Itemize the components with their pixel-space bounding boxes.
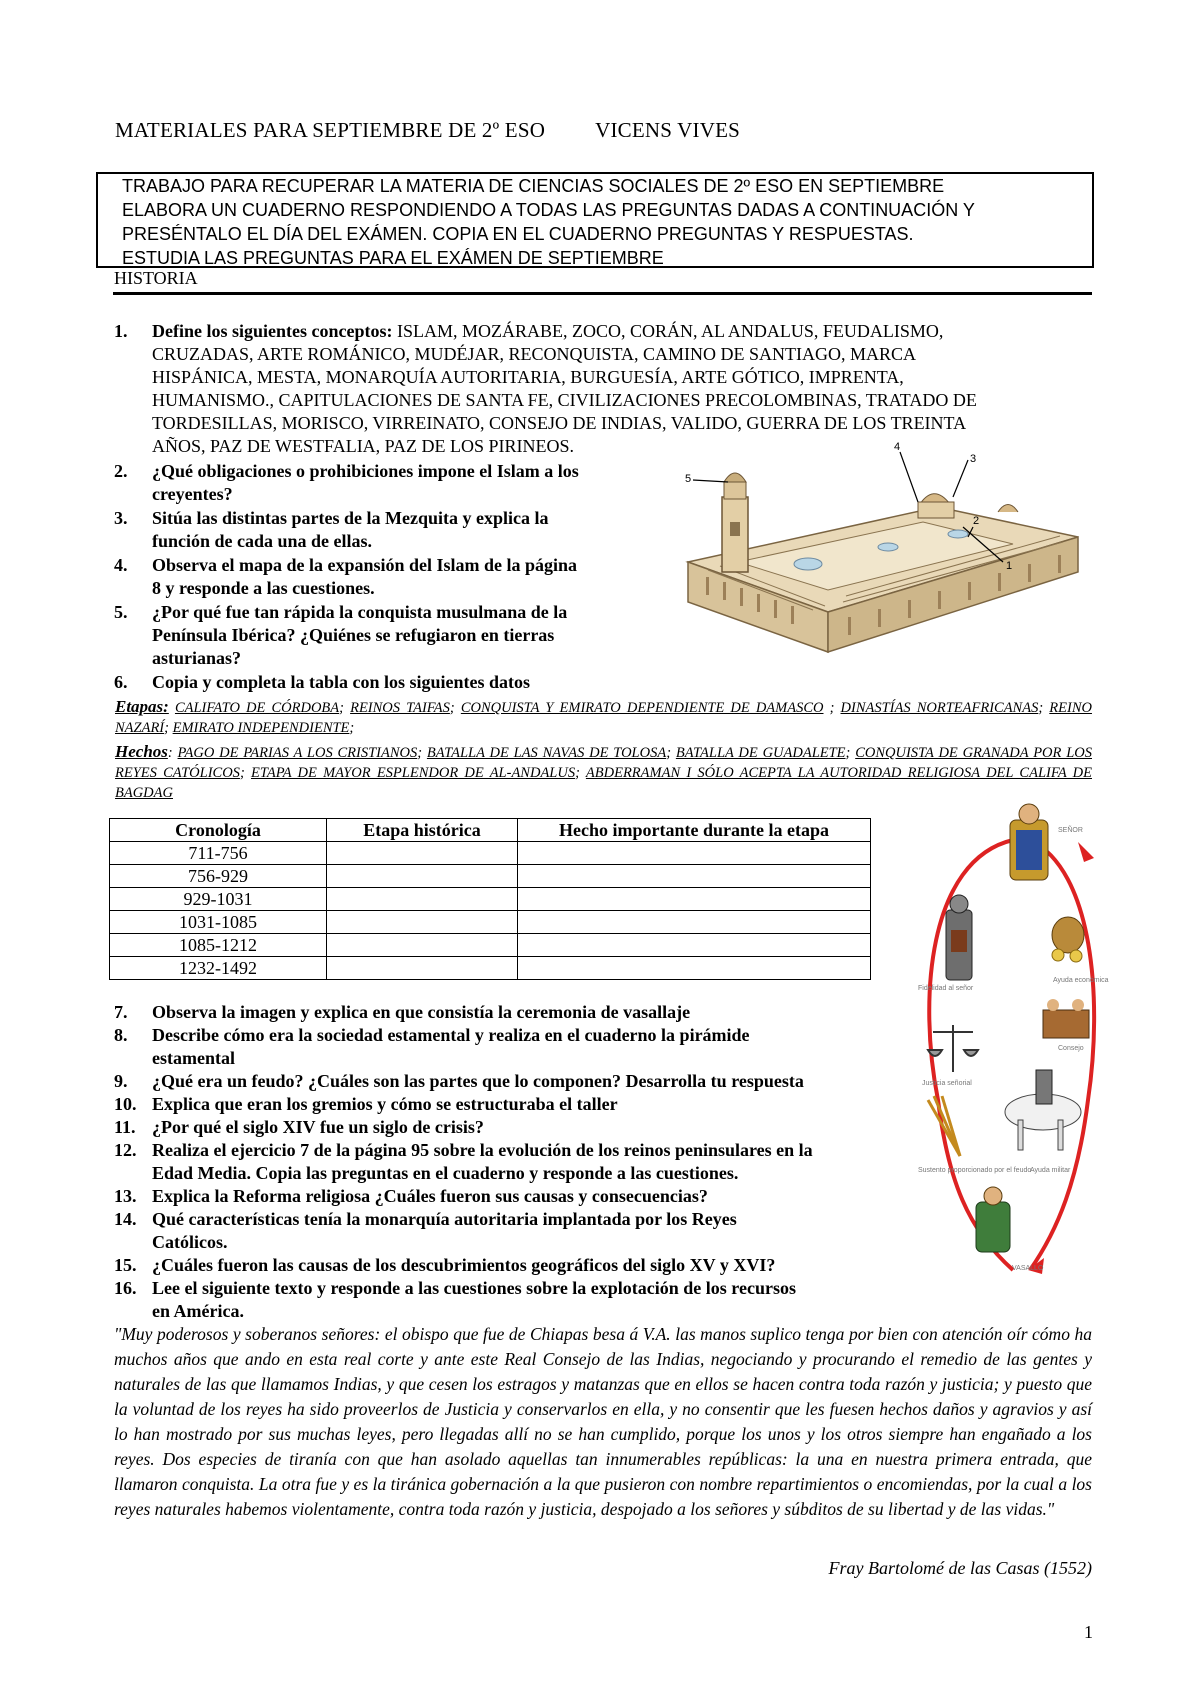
- question-number: 16.: [114, 1278, 137, 1298]
- question-line: estamental: [152, 1048, 235, 1068]
- question-line: Edad Media. Copia las preguntas en el cuaderno y responde a las cuestiones.: [152, 1163, 739, 1183]
- table-cell: [327, 911, 518, 934]
- table-cell: 756-929: [110, 865, 327, 888]
- question-line: Copia y completa la tabla con los siguientes datos: [152, 672, 531, 692]
- hecho-item: ETAPA DE MAYOR ESPLENDOR DE AL-ANDALUS: [251, 765, 576, 781]
- diagram-label: Fidelidad al señor: [918, 985, 974, 992]
- question-line: CRUZADAS, ARTE ROMÁNICO, MUDÉJAR, RECONQUISTA, CAMINO DE SANTIAGO, MARCA: [152, 344, 917, 364]
- chronology-table: [109, 818, 871, 980]
- diagram-label: Sustento proporcionado por el feudo: [918, 1167, 1032, 1174]
- table-cell: [518, 911, 871, 934]
- question-line: ¿Por qué el siglo XIV fue un siglo de crisis?: [152, 1117, 484, 1137]
- question-line: ISLAM, MOZÁRABE, ZOCO, CORÁN, AL ANDALUS, FEUDALISMO,: [392, 321, 944, 341]
- table-header: Etapa histórica: [327, 819, 518, 842]
- question-number: 3.: [114, 508, 128, 528]
- table-cell: [327, 957, 518, 980]
- question-number: 1.: [114, 321, 128, 341]
- vassalage-diagram: [918, 800, 1108, 1320]
- hecho-item: ABDERRAMAN I SÓLO ACEPTA LA AUTORIDAD RELIGIOSA DEL CALIFA DE BAGDAG: [115, 765, 1092, 801]
- instruction-line: ESTUDIA LAS PREGUNTAS PARA EL EXÁMEN DE SEPTIEMBRE: [122, 248, 664, 268]
- mosque-label: 4: [894, 441, 901, 453]
- question-line: AÑOS, PAZ DE WESTFALIA, PAZ DE LOS PIRINEOS.: [152, 436, 575, 456]
- etapa-item: REINOS TAIFAS: [350, 700, 450, 716]
- question-number: 13.: [114, 1186, 137, 1206]
- question-number: 4.: [114, 555, 128, 575]
- question-line: ¿Por qué fue tan rápida la conquista musulmana de la: [152, 602, 568, 622]
- hecho-item: CONQUISTA DE GRANADA POR LOS REYES CATÓLICOS: [115, 745, 1092, 781]
- instruction-line: ELABORA UN CUADERNO RESPONDIENDO A TODAS LAS PREGUNTAS DADAS A CONTINUACIÓN Y: [122, 200, 975, 220]
- mosque-label: 3: [970, 453, 977, 465]
- section-divider: [113, 292, 1092, 295]
- question-number: 7.: [114, 1002, 128, 1022]
- diagram-label: VASALLO: [1012, 1265, 1044, 1272]
- table-cell: [518, 888, 871, 911]
- question-line: ¿Cuáles fueron las causas de los descubrimientos geográficos del siglo XV y XVI?: [152, 1255, 776, 1275]
- scales-icon: [928, 1025, 978, 1072]
- instruction-line: TRABAJO PARA RECUPERAR LA MATERIA DE CIENCIAS SOCIALES DE 2º ESO EN SEPTIEMBRE: [122, 176, 945, 196]
- table-cell: [518, 865, 871, 888]
- hecho-item: PAGO DE PARIAS A LOS CRISTIANOS: [177, 745, 418, 761]
- vassal-figure: [976, 1187, 1010, 1252]
- question-line: función de cada una de ellas.: [152, 531, 373, 551]
- table-row: [110, 934, 871, 957]
- question-line: Lee el siguiente texto y responde a las cuestiones sobre la explotación de los recursos: [152, 1278, 796, 1298]
- table-cell: [518, 957, 871, 980]
- question-number: 6.: [114, 672, 128, 692]
- question-line: Península Ibérica? ¿Quiénes se refugiaron en tierras: [152, 625, 555, 645]
- question-line: ¿Qué era un feudo? ¿Cuáles son las partes que lo componen? Desarrolla tu respuesta: [152, 1071, 804, 1091]
- table-cell: 1232-1492: [110, 957, 327, 980]
- section-heading: HISTORIA: [114, 268, 198, 288]
- etapa-item: REINO NAZARÍ: [115, 700, 1092, 736]
- question-number: 15.: [114, 1255, 137, 1275]
- mosque-label: 2: [973, 515, 980, 527]
- table-cell: [327, 842, 518, 865]
- hechos-label: Hechos: [115, 742, 168, 761]
- table-cell: 711-756: [110, 842, 327, 865]
- diagram-label: Justicia señorial: [922, 1080, 972, 1087]
- question-line: creyentes?: [152, 484, 233, 504]
- question-line: Describe cómo era la sociedad estamental y realiza en el cuaderno la pirámide: [152, 1025, 750, 1045]
- lord-figure: [1010, 804, 1048, 880]
- question-number: 12.: [114, 1140, 137, 1160]
- question-line: Sitúa las distintas partes de la Mezquita y explica la: [152, 508, 549, 528]
- page-number: 1: [1084, 1622, 1093, 1642]
- question-number: 8.: [114, 1025, 128, 1045]
- etapa-item: CONQUISTA Y EMIRATO DEPENDIENTE DE DAMASCO: [460, 700, 824, 716]
- question-line: Observa el mapa de la expansión del Islam de la página: [152, 555, 578, 575]
- table-cell: [327, 934, 518, 957]
- table-row: [110, 842, 871, 865]
- money-bag-figure: [1052, 917, 1084, 962]
- document-header: [115, 118, 740, 143]
- etapa-item: CALIFATO DE CÓRDOBA: [174, 700, 340, 716]
- table-cell: 929-1031: [110, 888, 327, 911]
- table-cell: [327, 888, 518, 911]
- question-number: 10.: [114, 1094, 137, 1114]
- etapas-list: Etapas: CALIFATO DE CÓRDOBA; REINOS TAIFAS; CONQUISTA Y EMIRATO DEPENDIENTE DE DAMASCO ; DINASTÍAS NORTEAFRICANAS; REINO NAZARÍ; EMIRATO INDEPENDIENTE;: [115, 697, 1092, 736]
- table-cell: 1085-1212: [110, 934, 327, 957]
- table-cell: [327, 865, 518, 888]
- hecho-item: BATALLA DE GUADALETE: [675, 745, 846, 761]
- question-line: ¿Qué obligaciones o prohibiciones impone el Islam a los: [152, 461, 579, 481]
- question-line: Explica que eran los gremios y cómo se estructuraba el taller: [152, 1094, 618, 1114]
- question-number: 14.: [114, 1209, 137, 1229]
- question-label: Define los siguientes conceptos:: [152, 321, 393, 341]
- etapa-item: EMIRATO INDEPENDIENTE: [172, 720, 350, 736]
- mosque-label: 1: [1006, 560, 1013, 572]
- mosque-label: 5: [685, 473, 692, 485]
- knight-figure: [946, 895, 972, 980]
- question-line: en América.: [152, 1301, 244, 1321]
- question-line: Qué características tenía la monarquía autoritaria implantada por los Reyes: [152, 1209, 737, 1229]
- question-number: 2.: [114, 461, 128, 481]
- question-number: 5.: [114, 602, 128, 622]
- question-line: Explica la Reforma religiosa ¿Cuáles fueron sus causas y consecuencias?: [152, 1186, 708, 1206]
- council-figure: [1043, 999, 1089, 1038]
- header-title-right: VICENS VIVES: [595, 118, 741, 142]
- table-row: [110, 888, 871, 911]
- question-line: Católicos.: [152, 1232, 228, 1252]
- table-row: [110, 865, 871, 888]
- table-cell: [518, 842, 871, 865]
- etapa-item: DINASTÍAS NORTEAFRICANAS: [840, 700, 1039, 716]
- question-number: 11.: [114, 1117, 136, 1137]
- question-line: 8 y responde a las cuestiones.: [152, 578, 375, 598]
- diagram-label: Ayuda económica: [1053, 977, 1109, 984]
- question-line: Realiza el ejercicio 7 de la página 95 sobre la evolución de los reinos peninsulares en la: [152, 1140, 813, 1160]
- horseman-figure: [1005, 1070, 1081, 1150]
- question-line: TORDESILLAS, MORISCO, VIRREINATO, CONSEJO DE INDIAS, VALIDO, GUERRA DE LOS TREINTA: [152, 413, 967, 433]
- instruction-line: PRESÉNTALO EL DÍA DEL EXÁMEN. COPIA EN EL CUADERNO PREGUNTAS Y RESPUESTAS.: [122, 224, 914, 244]
- diagram-label: SEÑOR: [1058, 827, 1083, 834]
- diagram-label: Consejo: [1058, 1045, 1084, 1052]
- diagram-label: Ayuda militar: [1030, 1167, 1071, 1174]
- instructions-box: [96, 172, 1094, 268]
- question-line: asturianas?: [152, 648, 242, 668]
- quote-author: Fray Bartolomé de las Casas (1552): [828, 1558, 1092, 1578]
- table-header-row: [110, 819, 871, 842]
- hecho-item: BATALLA DE LAS NAVAS DE TOLOSA: [426, 745, 667, 761]
- table-header: Hecho importante durante la etapa: [518, 819, 871, 842]
- question-number: 9.: [114, 1071, 128, 1091]
- question-line: HUMANISMO., CAPITULACIONES DE SANTA FE, CIVILIZACIONES PRECOLOMBINAS, TRATADO DE: [152, 390, 977, 410]
- etapas-label: Etapas:: [115, 697, 169, 716]
- table-row: [110, 957, 871, 980]
- question-line: HISPÁNICA, MESTA, MONARQUÍA AUTORITARIA, BURGUESÍA, ARTE GÓTICO, IMPRENTA,: [152, 367, 904, 387]
- table-row: [110, 911, 871, 934]
- table-cell: [518, 934, 871, 957]
- header-title-left: MATERIALES PARA SEPTIEMBRE DE 2º ESO: [115, 118, 546, 142]
- table-header: Cronología: [110, 819, 327, 842]
- historical-quote: "Muy poderosos y soberanos señores: el obispo que fue de Chiapas besa á V.A. las manos suplico tenga por bien con atención oír cómo ha muchos años que ando en esta real corte y ante este Real Consejo de las Indias, negociando y procurando el remedio de las gentes y naturales de las que llamamos Indias, y que cesen los estragos y matanzas que en ellos se hacen contra toda razón y justicia; y puesto que la voluntad de los reyes ha sido proveerlos de Justicia y conservarlos en ella, y no consentir que les fuesen hechos daños y agravios y así lo han mostrado por sus muchas leyes, pero llegadas allí no se han cumplido, porque los unos y los otros siempre han engañado a los reyes. Dos especies de tiranía con que han asolado aquellas tan innumerables repúblicas: la una en nuestra primera entrada, que llamaron conquista. La otra fue y es la tiránica gobernación a la que pusieron con nombre repartimientos o encomiendas, por la cual a los reyes naturales habemos violentamente, contra toda razón y justicia, despojado a los señores y súbditos de su libertad y de las vidas.": [114, 1324, 1092, 1519]
- question-line: Observa la imagen y explica en que consistía la ceremonia de vasallaje: [152, 1002, 691, 1022]
- hechos-list: Hechos: PAGO DE PARIAS A LOS CRISTIANOS; BATALLA DE LAS NAVAS DE TOLOSA; BATALLA DE GUADALETE; CONQUISTA DE GRANADA POR LOS REYES CATÓLICOS; ETAPA DE MAYOR ESPLENDOR DE AL-ANDALUS; ABDERRAMAN I SÓLO ACEPTA LA AUTORIDAD RELIGIOSA DEL CALIFA DE BAGDAG: [115, 742, 1092, 801]
- table-cell: 1031-1085: [110, 911, 327, 934]
- mosque-illustration: [668, 441, 1088, 662]
